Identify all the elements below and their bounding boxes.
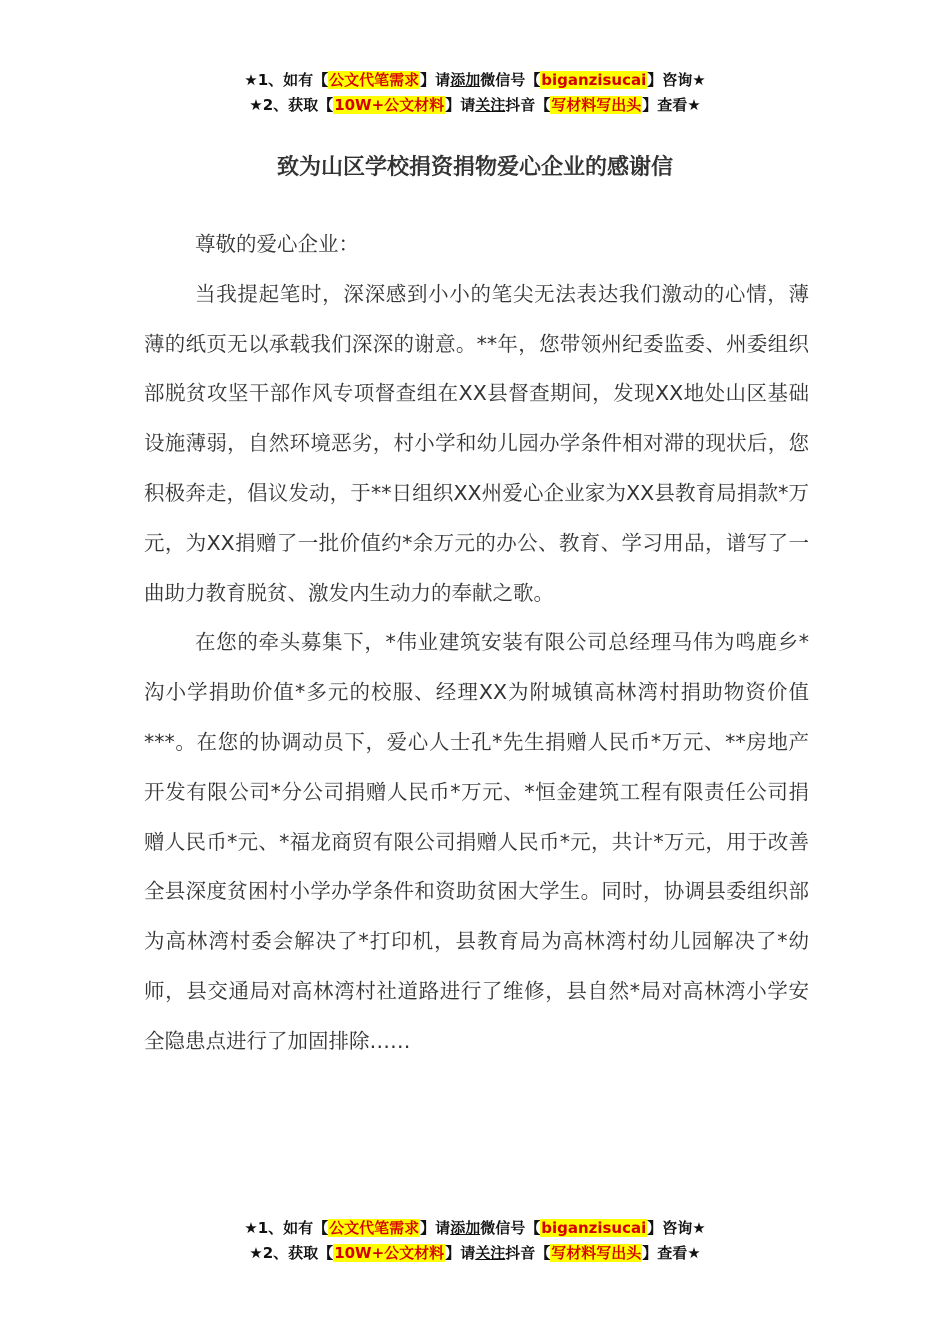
banner-text: 】请 [420, 1219, 451, 1237]
banner-text: 】咨询★ [647, 1219, 706, 1237]
banner-text: 】请 [420, 71, 451, 89]
banner-text: 】查看★ [642, 1244, 701, 1262]
banner-highlight: 写材料写出头 [551, 1244, 642, 1262]
banner-line-2 [0, 93, 950, 118]
banner-highlight: 公文代笔需求 [329, 1219, 420, 1237]
banner-line-1 [0, 1216, 950, 1241]
banner-highlight: biganzisucai [541, 71, 647, 89]
banner-text: 】请 [445, 96, 476, 114]
banner-text: 微信号【 [480, 71, 541, 89]
banner-highlight: biganzisucai [541, 1219, 647, 1237]
banner-underlined: 添加 [450, 1219, 481, 1237]
top-banner [0, 68, 950, 118]
banner-text: 微信号【 [480, 1219, 541, 1237]
banner-text: 】查看★ [642, 96, 701, 114]
banner-text: ★1、如有【 [244, 1219, 329, 1237]
banner-underlined: 关注 [475, 96, 506, 114]
banner-highlight: 10W+公文材料 [334, 96, 445, 114]
banner-line-1 [0, 68, 950, 93]
banner-underlined: 添加 [450, 71, 481, 89]
banner-text: 抖音【 [505, 1244, 551, 1262]
banner-text: 抖音【 [505, 96, 551, 114]
banner-line-2 [0, 1241, 950, 1266]
letter-body [144, 220, 809, 1067]
salutation: 尊敬的爱心企业： [195, 232, 359, 256]
banner-underlined: 关注 [475, 1244, 506, 1262]
paragraph-2: 在您的牵头募集下，*伟业建筑安装有限公司总经理马伟为鸣鹿乡*沟小学捐助价值*多元的校服、经理XX为附城镇高林湾村捐助物资价值***。在您的协调动员下，爱心人士孔*先生捐赠人民币*万元、**房地产开发有限公司*分公司捐赠人民币*万元、*恒金建筑工程有限责任公司捐赠人民币*元、*福龙商贸有限公司捐赠人民币*元，共计*万元，用于改善全县深度贫困村小学办学条件和资助贫困大学生。同时，协调县委组织部为高林湾村委会解决了*打印机，县教育局为高林湾村幼儿园解决了*幼师，县交通局对高林湾村社道路进行了维修，县自然*局对高林湾小学安全隐患点进行了加固排除…… [144, 630, 809, 1053]
banner-highlight: 10W+公文材料 [334, 1244, 445, 1262]
banner-text: ★2、获取【 [249, 1244, 334, 1262]
banner-text: ★2、获取【 [249, 96, 334, 114]
bottom-banner [0, 1216, 950, 1266]
banner-highlight: 公文代笔需求 [329, 71, 420, 89]
banner-text: 】请 [445, 1244, 476, 1262]
document-title: 致为山区学校捐资捐物爱心企业的感谢信 [276, 155, 673, 180]
banner-text: 】咨询★ [647, 71, 706, 89]
banner-highlight: 写材料写出头 [551, 96, 642, 114]
paragraph-1: 当我提起笔时，深深感到小小的笔尖无法表达我们激动的心情，薄薄的纸页无以承载我们深深的谢意。**年，您带领州纪委监委、州委组织部脱贫攻坚干部作风专项督查组在XX县督查期间，发现XX地处山区基础设施薄弱，自然环境恶劣，村小学和幼儿园办学条件相对滞的现状后，您积极奔走，倡议发动，于**日组织XX州爱心企业家为XX县教育局捐款*万元，为XX捐赠了一批价值约*余万元的办公、教育、学习用品，谱写了一曲助力教育脱贫、激发内生动力的奉献之歌。 [144, 281, 809, 605]
banner-text: ★1、如有【 [244, 71, 329, 89]
